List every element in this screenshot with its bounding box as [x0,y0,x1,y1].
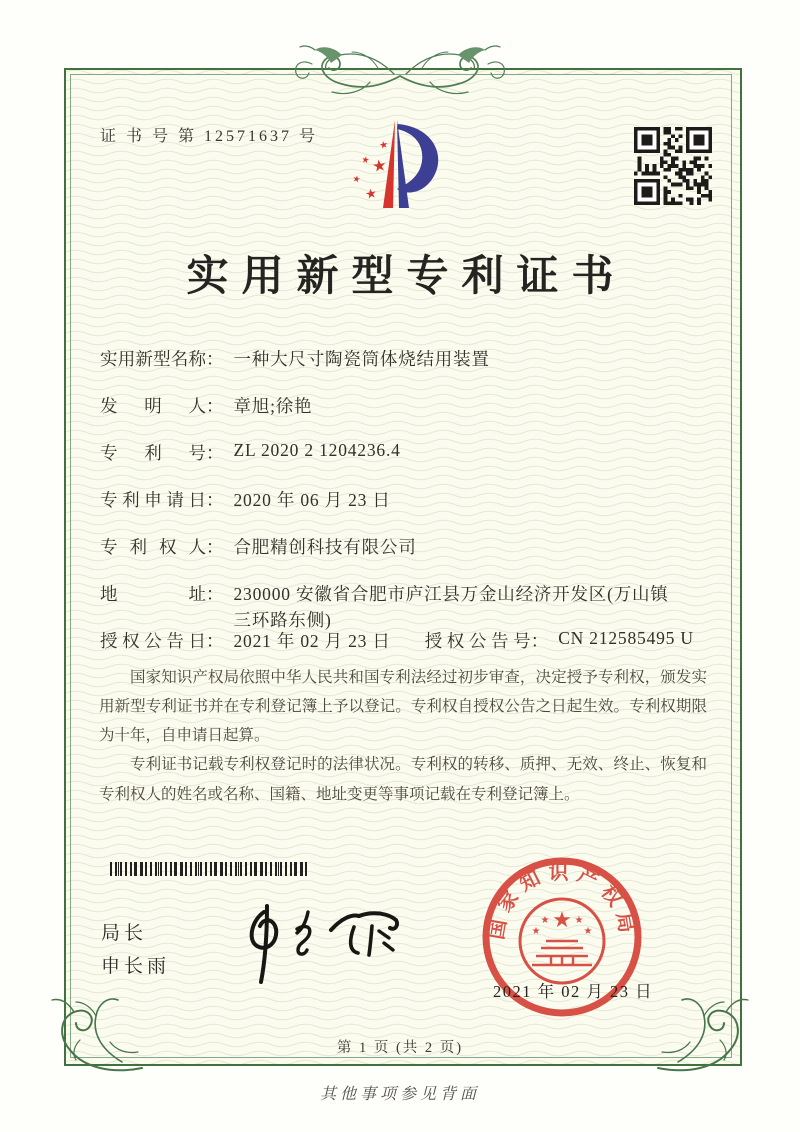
field-colon: ： [206,443,224,463]
svg-text:★: ★ [360,154,371,166]
field-row-patent-number [100,440,401,465]
svg-text:★: ★ [378,139,390,152]
field-row-filing-date [100,487,391,512]
certificate-title: 实用新型专利证书 [186,254,627,300]
seal-date: 2021 年 02 月 23 日 [493,982,654,1001]
legal-paragraph-2: 专利证书记载专利权登记时的法律状况。专利权的转移、质押、无效、终止、恢复和专利权人的姓名或名称、国籍、地址变更等事项记载在专利登记簿上。 [99,756,707,803]
svg-text:★: ★ [351,173,362,185]
corner-flourish-bottom-right [652,990,750,1076]
field-colon: ： [206,396,224,416]
field-value: 一种大尺寸陶瓷筒体烧结用装置 [233,349,490,369]
certificate-number: 证 书 号 第 12571637 号 [100,128,319,145]
field-row-name [100,346,490,371]
field-label: 专利申请日 [100,490,206,510]
field-row-patentee [100,534,417,559]
svg-text:★: ★ [371,157,388,176]
svg-text:★: ★ [363,185,379,202]
field-value: 合肥精创科技有限公司 [233,537,417,557]
field-value: 2021 年 02 月 23 日 [233,631,391,651]
field-value: CN 212585495 U [558,628,694,648]
svg-text:★: ★ [583,926,593,937]
cnipa-logo-icon [336,112,460,218]
svg-text:★: ★ [552,907,572,932]
back-side-note: 其他事项参见背面 [319,1086,480,1103]
qr-code [634,127,712,205]
legal-text [99,663,707,809]
barcode [110,862,308,876]
signature-script [234,898,414,990]
field-colon: ： [206,584,224,604]
field-label: 专利权人 [100,537,206,557]
field-colon: ： [206,537,224,557]
field-label: 授权公告号 [424,631,531,651]
corner-flourish-bottom-left [50,990,148,1076]
field-value: 章旭;徐艳 [233,396,313,416]
page-number: 第 1 页 (共 2 页) [336,1040,464,1056]
field-value: 230000 安徽省合肥市庐江县万金山经济开发区(万山镇三环路东侧) [233,584,669,631]
field-colon: ： [206,349,224,369]
field-colon: ： [206,631,224,651]
legal-paragraph-1: 国家知识产权局依照中华人民共和国专利法经过初步审查，决定授予专利权，颁发实用新型专利证书并在专利登记簿上予以登记。专利权自授权公告之日起生效。专利权期限为十年，自申请日起算。 [99,669,707,745]
signer-name: 申长雨 [101,956,171,977]
field-label: 地址 [100,584,206,604]
field-row-inventor [100,393,312,418]
field-row-grant [100,628,694,653]
svg-text:★: ★ [540,915,550,926]
svg-text:★: ★ [531,926,541,937]
national-emblem-icon [520,899,604,983]
field-colon: ： [206,490,224,510]
field-label: 实用新型名称 [100,349,206,369]
signer-title: 局长 [101,923,148,944]
field-row-address [100,581,670,634]
seal-agency-text: 国家知识产权局 [485,862,639,942]
field-label: 专利号 [100,443,206,463]
field-value: 2020 年 06 月 23 日 [233,490,391,510]
field-label: 发明人 [100,396,206,416]
field-label: 授权公告日 [100,631,206,651]
field-colon: ： [530,631,549,651]
svg-text:★: ★ [574,915,584,926]
field-value: ZL 2020 2 1204236.4 [233,440,401,460]
top-scrollwork-ornament [278,38,522,102]
